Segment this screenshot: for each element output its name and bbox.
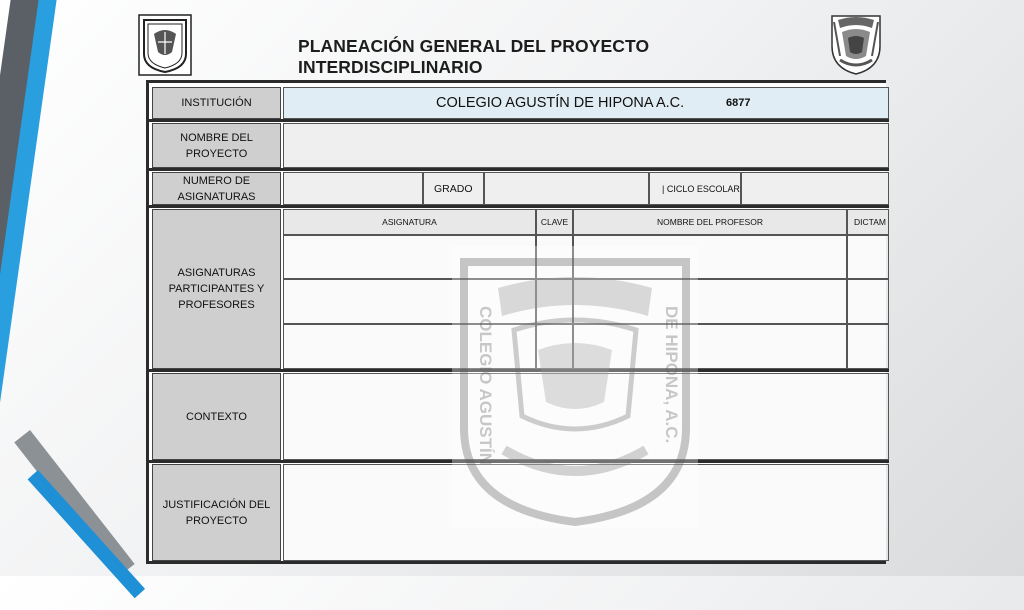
- asignatura-cell[interactable]: [283, 279, 536, 324]
- contexto-field[interactable]: [283, 373, 889, 460]
- institucion-field[interactable]: [283, 87, 889, 119]
- divider: [149, 168, 889, 171]
- asignaturas-label: ASIGNATURAS PARTICIPANTES Y PROFESORES: [152, 209, 281, 369]
- justificacion-field[interactable]: [283, 464, 889, 561]
- column-header-nombre-profesor: NOMBRE DEL PROFESOR: [573, 209, 847, 235]
- dictamen-cell[interactable]: [847, 235, 889, 279]
- dictamen-cell[interactable]: [847, 324, 889, 369]
- school-seal-icon: [138, 14, 192, 76]
- divider: [149, 460, 889, 463]
- column-header-asignatura: ASIGNATURA: [283, 209, 536, 235]
- unam-shield-icon: [826, 12, 886, 76]
- nombre-proyecto-field[interactable]: [283, 123, 889, 168]
- justificacion-label: JUSTIFICACIÓN DEL PROYECTO: [152, 464, 281, 561]
- contexto-label: CONTEXTO: [152, 373, 281, 460]
- asignatura-cell[interactable]: [283, 235, 536, 279]
- institucion-value: COLEGIO AGUSTÍN DE HIPONA A.C.: [436, 95, 685, 111]
- svg-text:COLEGIO AGUSTÍN: COLEGIO AGUSTÍN: [476, 306, 495, 465]
- institucion-code: 6877: [726, 97, 751, 109]
- decorative-stripe-gray: [14, 430, 134, 576]
- column-header-dictamen: DICTAM: [847, 209, 889, 235]
- profesor-cell[interactable]: [573, 279, 847, 324]
- dictamen-cell[interactable]: [847, 279, 889, 324]
- divider: [149, 205, 889, 208]
- clave-cell[interactable]: [536, 235, 573, 279]
- profesor-cell[interactable]: [573, 324, 847, 369]
- clave-cell[interactable]: [536, 279, 573, 324]
- column-header-clave: CLAVE: [536, 209, 573, 235]
- ciclo-escolar-label: | CICLO ESCOLAR: [649, 172, 741, 205]
- decorative-stripe-blue-bottom: [28, 470, 145, 598]
- numero-asignaturas-field[interactable]: [283, 172, 423, 205]
- project-form: [146, 80, 886, 564]
- grado-label: GRADO: [423, 172, 484, 205]
- divider: [149, 369, 889, 372]
- asignatura-cell[interactable]: [283, 324, 536, 369]
- grado-field[interactable]: [484, 172, 649, 205]
- numero-asignaturas-label: NUMERO DE ASIGNATURAS: [152, 172, 281, 205]
- clave-cell[interactable]: [536, 324, 573, 369]
- nombre-proyecto-label: NOMBRE DEL PROYECTO: [152, 123, 281, 168]
- page-title: PLANEACIÓN GENERAL DEL PROYECTO INTERDISCIPLINARIO: [298, 36, 650, 77]
- ciclo-escolar-field[interactable]: [741, 172, 889, 205]
- profesor-cell[interactable]: [573, 235, 847, 279]
- divider: [149, 119, 889, 122]
- institucion-label: INSTITUCIÓN: [152, 87, 281, 119]
- svg-text:DE HIPONA, A.C.: DE HIPONA, A.C.: [662, 306, 681, 444]
